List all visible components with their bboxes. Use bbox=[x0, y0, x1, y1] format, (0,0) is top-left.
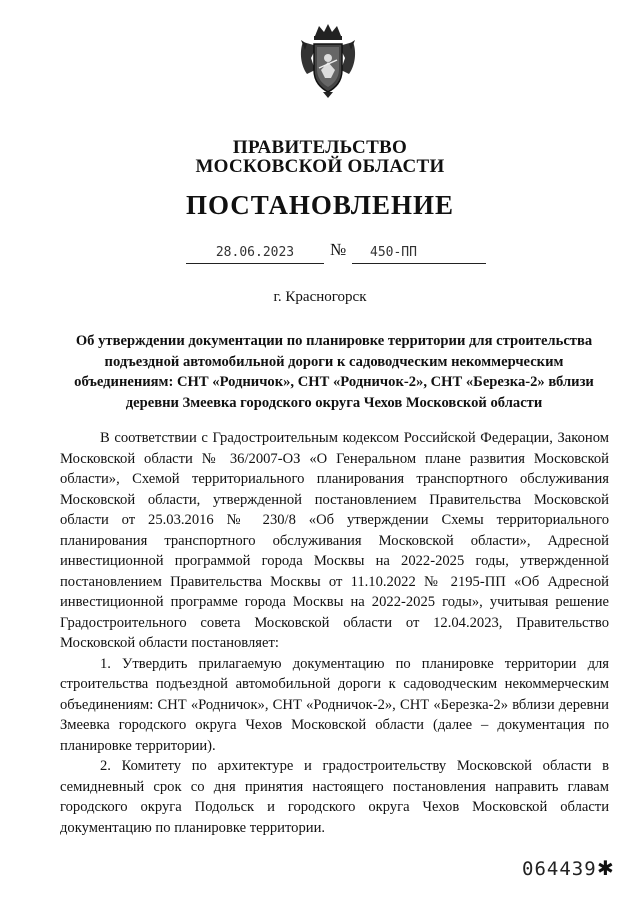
serial-number: 064439 bbox=[522, 858, 597, 880]
preamble-paragraph: В соответствии с Градостроительным кодексом Российской Федерации, Законом Московской области № 36/2007-ОЗ «О Генеральном плане развития Московской области», Схемой территориального планирования транспортного обслуживания Московской области, утвержденной постановлением Правительства Московской области от 25.03.2016 № 230/8 «Об утверждении Схемы территориального планирования транспортного обслуживания Московской области», Адресной инвестиционной программой города Москвы на 2022-2025 годы, утвержденной постановлением Правительства Москвы от 11.10.2022 № 2195-ПП «Об Адресной инвестиционной программе города Москвы на 2022-2025 годы», учитывая решение Градостроительного совета Московской области от 12.04.2023, Правительство Московской области постановляет: bbox=[60, 430, 609, 651]
organization-name-line1: ПРАВИТЕЛЬСТВО bbox=[232, 137, 408, 158]
asterisk-mark-icon: ✱ bbox=[597, 858, 614, 880]
registration-number-value: 450-ПП bbox=[370, 245, 417, 260]
registration-date: 28.06.2023 bbox=[186, 243, 324, 264]
registration-number bbox=[352, 243, 486, 264]
number-sign: № bbox=[330, 240, 347, 259]
document-subject: Об утверждении документации по планировке территории для строительства подъездной автомобильной дороги к садоводческим некоммерческим объединениям: СНТ «Родничок», СНТ «Родничок-2», СНТ «Березка-2» вблизи деревни Змеевка городского округа Чехов Московской области bbox=[74, 333, 594, 411]
item-2-paragraph: 2. Комитету по архитектуре и градостроительству Московской области в семидневный срок со дня принятия настоящего постановления направить главам городского округа Подольск и городского округа Чехов Московской области документацию по планировке территории. bbox=[60, 758, 609, 836]
document-body bbox=[60, 428, 609, 838]
moscow-oblast-coat-of-arms-icon bbox=[297, 22, 359, 98]
city-line: г. Красногорск bbox=[273, 289, 367, 305]
item-1-paragraph: 1. Утвердить прилагаемую документацию по планировке территории для строительства подъездной автомобильной дороги к садоводческим некоммерческим объединениям: СНТ «Родничок», СНТ «Родничок-2», СНТ «Березка-2» вблизи деревни Змеевка городского округа Чехов Московской области (далее – документация по планировке территории). bbox=[60, 655, 609, 754]
organization-name-line2: МОСКОВСКОЙ ОБЛАСТИ bbox=[195, 156, 445, 177]
document-type-title: ПОСТАНОВЛЕНИЕ bbox=[185, 190, 455, 220]
